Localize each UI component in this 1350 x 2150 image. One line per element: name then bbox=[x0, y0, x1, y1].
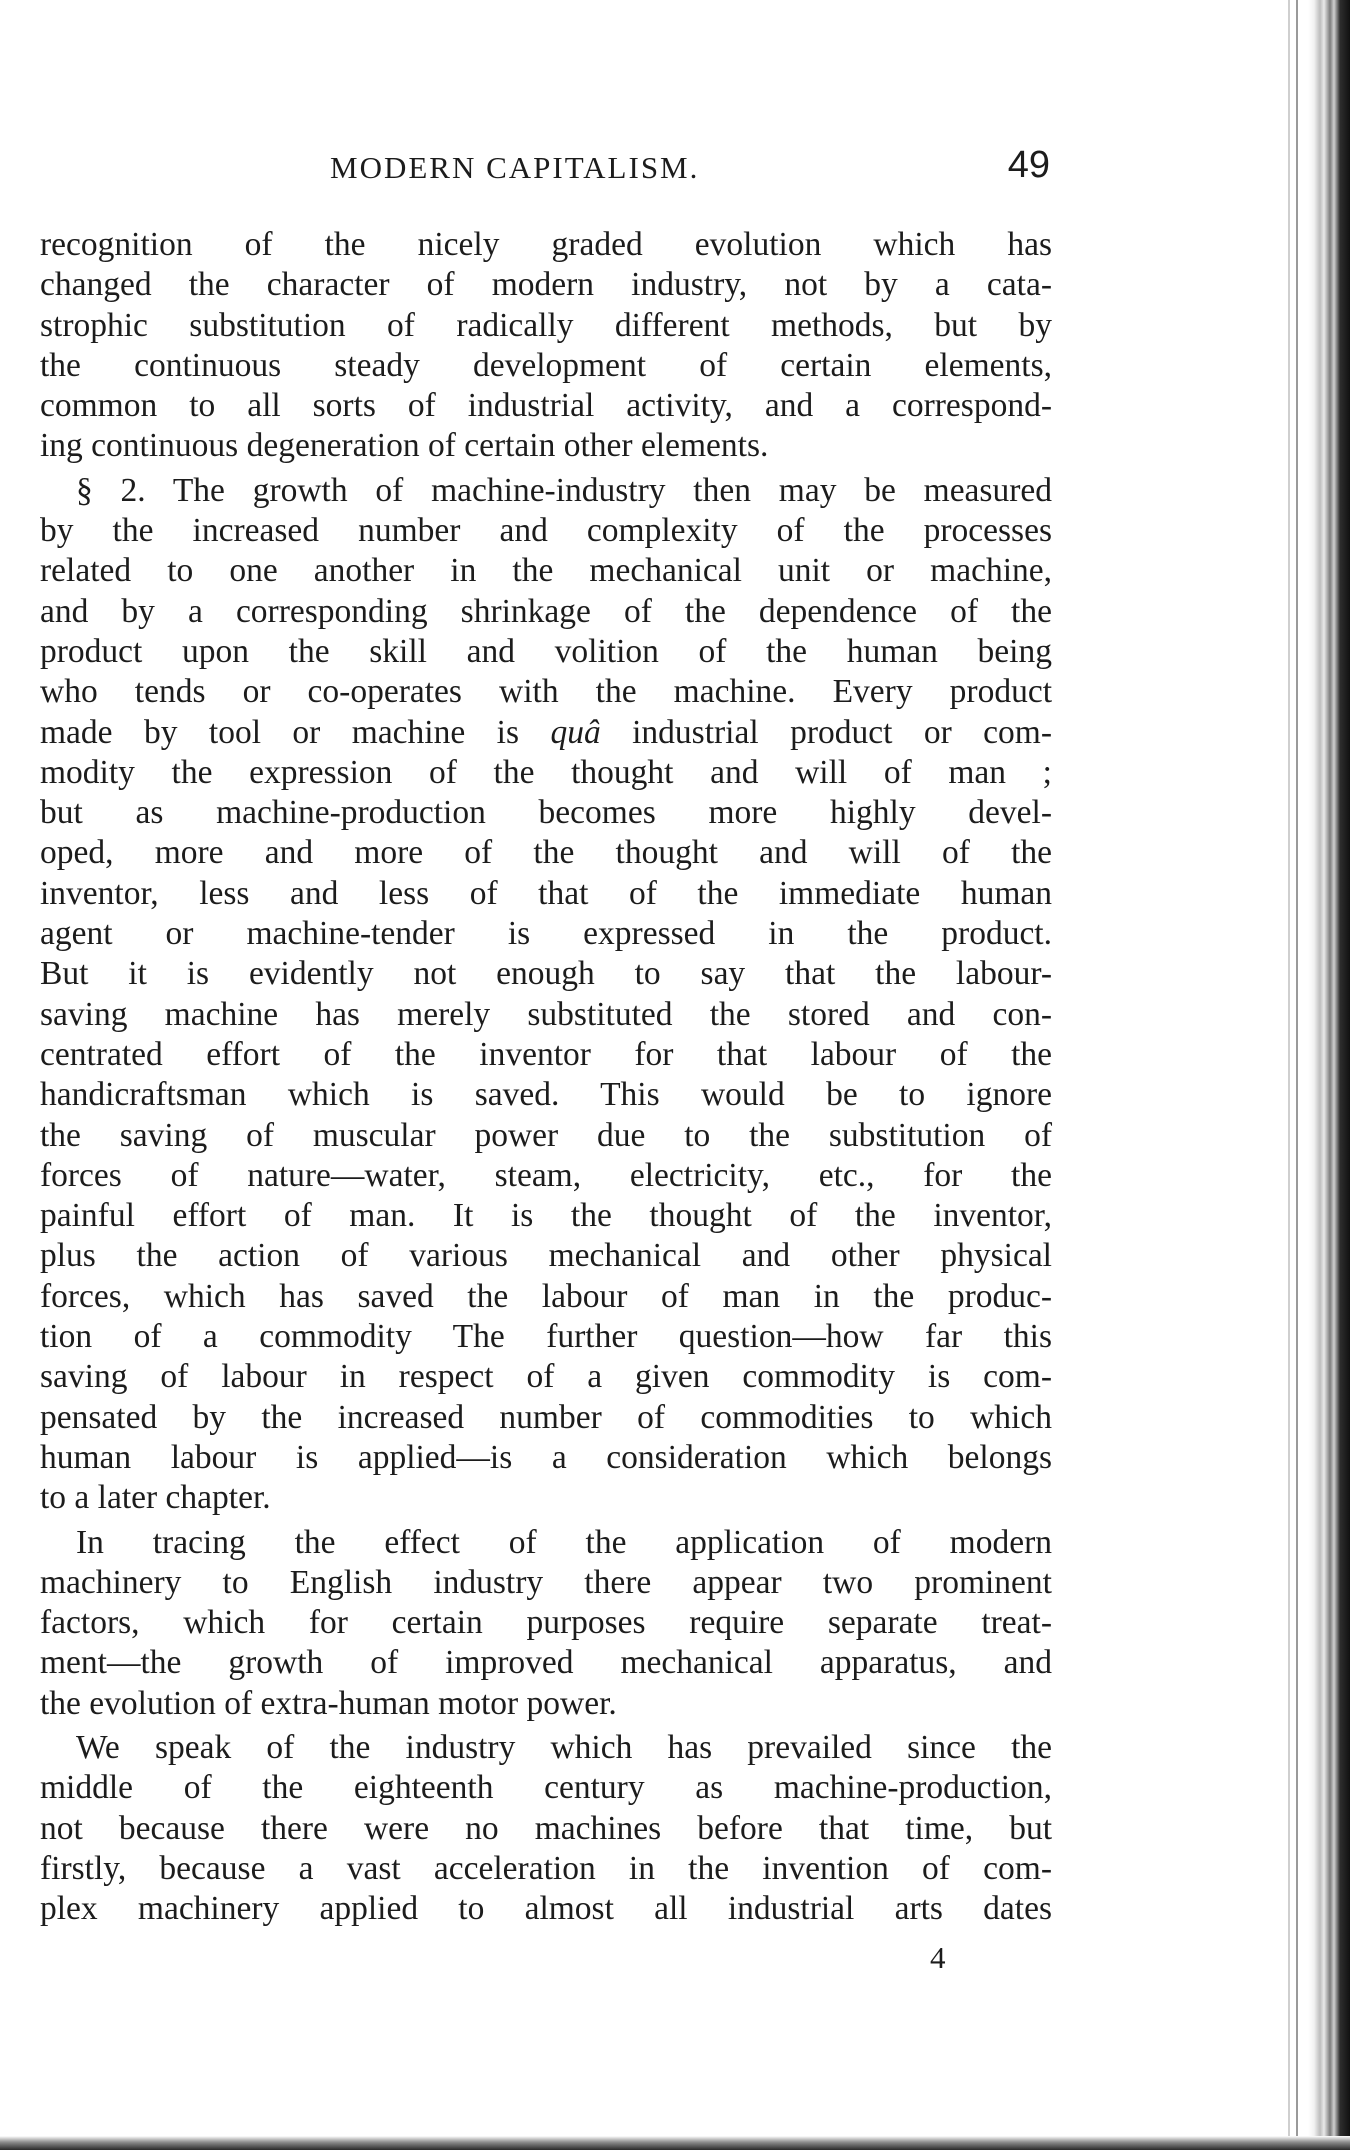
text-line: saving machine has merely substituted the stored and con- bbox=[40, 995, 1052, 1033]
text-line: ment—the growth of improved mechanical apparatus, and bbox=[40, 1644, 1052, 1682]
text-line: factors, which for certain purposes require separate treat- bbox=[40, 1604, 1052, 1642]
text-line: product upon the skill and volition of the human being bbox=[40, 632, 1052, 670]
text-line: tion of a commodity The further question—how far this bbox=[40, 1318, 1052, 1356]
text-line: In tracing the effect of the application of modern bbox=[76, 1523, 1052, 1561]
bottom-edge bbox=[0, 2136, 1350, 2150]
text-line: But it is evidently not enough to say that the labour- bbox=[40, 955, 1052, 993]
text-line: oped, more and more of the thought and will of the bbox=[40, 834, 1052, 872]
text-line: pensated by the increased number of commodities to which bbox=[40, 1398, 1052, 1436]
text-line: inventor, less and less of that of the immediate human bbox=[40, 874, 1052, 912]
text-line: forces, which has saved the labour of man in the produc- bbox=[40, 1277, 1052, 1315]
text-line: firstly, because a vast acceleration in the invention of com- bbox=[40, 1849, 1052, 1887]
text-line: recognition of the nicely graded evolution which has bbox=[40, 226, 1052, 263]
signature-mark: 4 bbox=[930, 1940, 946, 1975]
italic-word: quâ bbox=[550, 713, 601, 751]
text-line: machinery to English industry there appear two prominent bbox=[40, 1563, 1052, 1601]
text-line: related to one another in the mechanical unit or machine, bbox=[40, 552, 1052, 590]
text-line: handicraftsman which is saved. This would be to ignore bbox=[40, 1076, 1052, 1114]
text-line: saving of labour in respect of a given commodity is com- bbox=[40, 1358, 1052, 1396]
text-line: to a later chapter. bbox=[40, 1479, 271, 1517]
text-line: the saving of muscular power due to the substitution of bbox=[40, 1116, 1052, 1154]
text-line: We speak of the industry which has prevailed since the bbox=[76, 1728, 1052, 1766]
text-line: modity the expression of the thought and will of man ; bbox=[40, 753, 1052, 791]
text-line: but as machine-production becomes more highly devel- bbox=[40, 794, 1052, 832]
text-line: painful effort of man. It is the thought of the inventor, bbox=[40, 1197, 1052, 1235]
binding-shadow-line bbox=[1288, 0, 1290, 2150]
text-line: ing continuous degeneration of certain other elements. bbox=[40, 427, 769, 465]
text-line: strophic substitution of radically different methods, but by bbox=[40, 306, 1052, 344]
text-line: § 2. The growth of machine-industry then may be measured bbox=[76, 471, 1052, 509]
running-title: MODERN CAPITALISM. bbox=[330, 150, 700, 185]
text-line: human labour is applied—is a consideration which belongs bbox=[40, 1438, 1052, 1476]
text-line: plex machinery applied to almost all industrial arts dates bbox=[40, 1890, 1052, 1928]
text-line: middle of the eighteenth century as machine-production, bbox=[40, 1769, 1052, 1807]
text-line: centrated effort of the inventor for that labour of the bbox=[40, 1035, 1052, 1073]
body-text bbox=[40, 225, 1052, 1929]
text-line: plus the action of various mechanical and other physical bbox=[40, 1237, 1052, 1275]
text-line: changed the character of modern industry, not by a cata- bbox=[40, 266, 1052, 304]
text-line: agent or machine-tender is expressed in the product. bbox=[40, 915, 1052, 953]
text-line: by the increased number and complexity of the processes bbox=[40, 512, 1052, 550]
text-line: common to all sorts of industrial activity, and a correspond- bbox=[40, 387, 1052, 425]
text-line: the continuous steady development of certain elements, bbox=[40, 346, 1052, 384]
text-line: who tends or co-operates with the machine. Every product bbox=[40, 673, 1052, 711]
text-line: made by tool or machine is quâ industrial product or com- bbox=[40, 713, 1052, 751]
text-line: forces of nature—water, steam, electricity, etc., for the bbox=[40, 1156, 1052, 1194]
text-line: the evolution of extra-human motor power. bbox=[40, 1684, 617, 1722]
binding-shadow-line bbox=[1296, 0, 1298, 2150]
page-number: 49 bbox=[1007, 144, 1050, 186]
binding-edge bbox=[1308, 0, 1350, 2150]
running-header bbox=[40, 144, 1050, 200]
text-line: not because there were no machines before that time, but bbox=[40, 1809, 1052, 1847]
text-line: and by a corresponding shrinkage of the dependence of the bbox=[40, 592, 1052, 630]
